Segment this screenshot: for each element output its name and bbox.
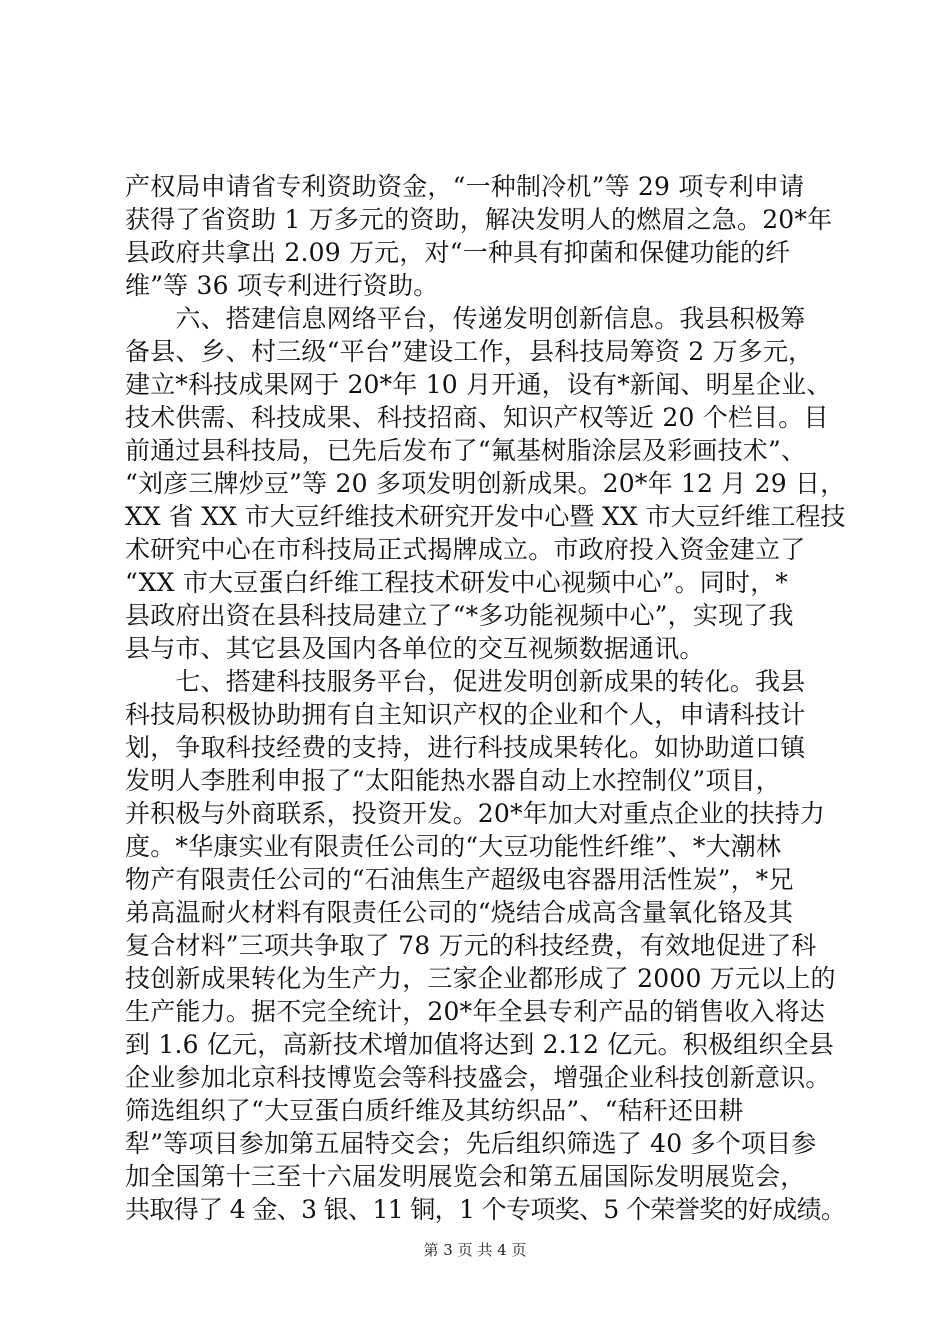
text-line: 获得了省资助 1 万多元的资助，解决发明人的燃眉之急。20*年	[125, 205, 833, 234]
text-line: 犁”等项目参加第五届特交会；先后组织筛选了 40 多个项目参	[125, 1129, 817, 1158]
page-number-footer: 第 3 页 共 4 页	[423, 1241, 527, 1259]
text-line: “刘彦三牌炒豆”等 20 多项发明创新成果。20*年 12 月 29 日，	[125, 469, 846, 498]
text-line: 到 1.6 亿元，高新技术增加值将达到 2.12 亿元。积极组织全县	[125, 1030, 835, 1059]
text-line: 县与市、其它县及国内各单位的交互视频数据通讯。	[125, 634, 705, 663]
text-line: 七、搭建科技服务平台，促进发明创新成果的转化。我县	[125, 667, 806, 696]
text-line: 科技局积极协助拥有自主知识产权的企业和个人，申请科技计	[125, 700, 806, 729]
text-line: 县政府共拿出 2.09 万元，对“一种具有抑菌和保健功能的纤	[125, 238, 791, 267]
text-line: XX 省 XX 市大豆纤维技术研究开发中心暨 XX 市大豆纤维工程技	[125, 502, 846, 531]
text-line: 弟高温耐火材料有限责任公司的“烧结合成高含量氧化铬及其	[125, 898, 794, 927]
text-line: 技创新成果转化为生产力，三家企业都形成了 2000 万元以上的	[125, 964, 836, 993]
text-line: “XX 市大豆蛋白纤维工程技术研发中心视频中心”。同时，*	[125, 568, 789, 597]
text-line: 产权局申请省专利资助资金，“一种制冷机”等 29 项专利申请	[125, 172, 805, 201]
text-line: 加全国第十三至十六届发明展览会和第五届国际发明展览会，	[125, 1162, 806, 1191]
text-line: 备县、乡、村三级“平台”建设工作，县科技局筹资 2 万多元，	[125, 337, 814, 366]
document-body	[125, 170, 845, 1226]
text-line: 前通过县科技局，已先后发布了“氟基树脂涂层及彩画技术”、	[125, 436, 807, 465]
text-line: 划，争取科技经费的支持，进行科技成果转化。如协助道口镇	[125, 733, 806, 762]
text-line: 六、搭建信息网络平台，传递发明创新信息。我县积极筹	[125, 304, 806, 333]
text-line: 术研究中心在市科技局正式揭牌成立。市政府投入资金建立了	[125, 535, 806, 564]
text-line: 共取得了 4 金、3 银、11 铜，1 个专项奖、5 个荣誉奖的好成绩。	[125, 1195, 846, 1224]
text-line: 度。*华康实业有限责任公司的“大豆功能性纤维”、*大潮林	[125, 832, 782, 861]
text-line: 生产能力。据不完全统计，20*年全县专利产品的销售收入将达	[125, 997, 826, 1026]
text-line: 技术供需、科技成果、科技招商、知识产权等近 20 个栏目。目	[125, 403, 829, 432]
text-line: 县政府出资在县科技局建立了“*多功能视频中心”，实现了我	[125, 601, 794, 630]
text-line: 发明人李胜利申报了“太阳能热水器自动上水控制仪”项目，	[125, 766, 781, 795]
text-line: 并积极与外商联系，投资开发。20*年加大对重点企业的扶持力	[125, 799, 826, 828]
text-line: 复合材料”三项共争取了 78 万元的科技经费，有效地促进了科	[125, 931, 817, 960]
text-line: 筛选组织了“大豆蛋白质纤维及其纺织品”、“秸秆还田耕	[125, 1096, 744, 1125]
text-line: 企业参加北京科技博览会等科技盛会，增强企业科技创新意识。	[125, 1063, 831, 1092]
text-line: 物产有限责任公司的“石油焦生产超级电容器用活性炭”，*兄	[125, 865, 794, 894]
text-line: 建立*科技成果网于 20*年 10 月开通，设有*新闻、明星企业、	[125, 370, 832, 399]
text-line: 维”等 36 项专利进行资助。	[125, 271, 439, 300]
